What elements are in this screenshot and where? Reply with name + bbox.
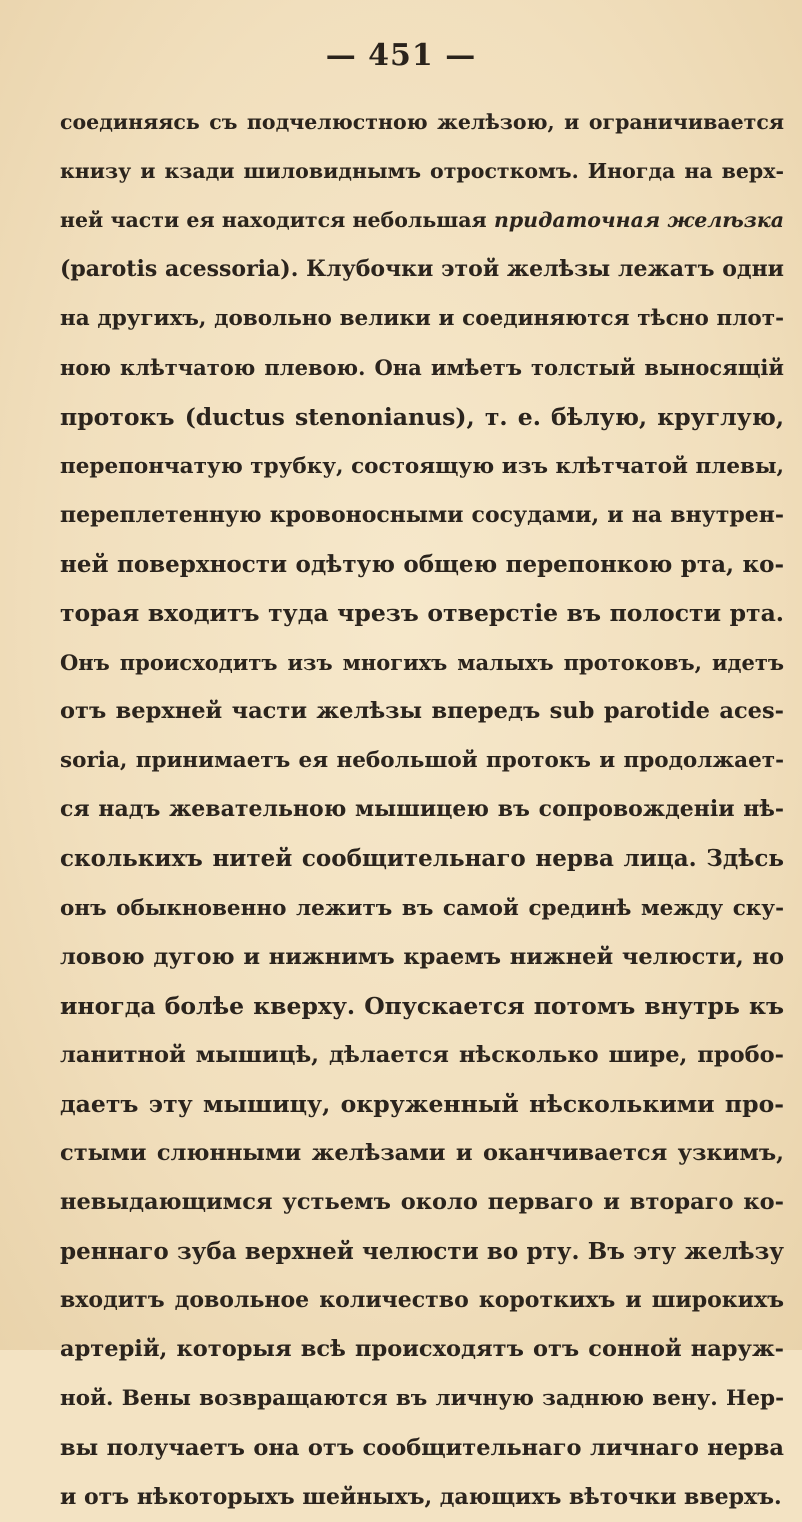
text-line: реннаго зуба верхней челюсти во рту. Въ эту желѣзу: [60, 1238, 784, 1266]
text-line-with-italic: [60, 196, 784, 245]
text-line: ловою дугою и нижнимъ краемъ нижней челюсти, но: [60, 943, 784, 970]
text-line: даетъ эту мышицу, окруженный нѣсколькими про-: [60, 1089, 784, 1118]
text-line: торая входитъ туда чрезъ отверстіе въ полости рта.: [60, 598, 784, 627]
text-line-start: ней части ея находится небольшая: [60, 208, 494, 233]
text-line: (parotis acessoria). Клубочки этой желѣзы лежатъ одни: [60, 256, 784, 283]
text-line: невыдающимся устьемъ около перваго и втораго ко-: [60, 1189, 784, 1216]
text-line: на другихъ, довольно велики и соединяются тѣсно плот-: [60, 306, 784, 332]
text-line: онъ обыкновенно лежитъ въ самой срединѣ между ску-: [60, 895, 784, 921]
text-line: ной. Вены возвращаются въ личную заднюю вену. Нер-: [60, 1386, 784, 1412]
text-line: ною клѣтчатою плевою. Она имѣетъ толстый выносящій: [60, 355, 784, 381]
text-line: переплетенную кровоносными сосудами, и на внутрен-: [60, 501, 784, 528]
text-line: протокъ (ductus stenonianus), т. е. бѣлую, круглую,: [60, 402, 784, 431]
text-line: soria, принимаетъ ея небольшой протокъ и продолжает-: [60, 748, 784, 774]
text-line: ся надъ жевательною мышицею въ сопровожденіи нѣ-: [60, 796, 784, 823]
text-line: иногда болѣе кверху. Опускается потомъ внутрь къ: [60, 991, 784, 1020]
page-number: — 451 —: [325, 38, 477, 73]
text-line: ней поверхности одѣтую общею перепонкою рта, ко-: [60, 550, 784, 578]
text-line: перепончатую трубку, состоящую изъ клѣтчатой плевы,: [60, 453, 784, 479]
text-line: Онъ происходитъ изъ многихъ малыхъ протоковъ, идетъ: [60, 650, 784, 676]
text-line: книзу и кзади шиловиднымъ отросткомъ. Иногда на верх-: [60, 159, 784, 184]
text-line: соединяясь съ подчелюстною желѣзою, и ограничивается: [60, 110, 784, 134]
text-line: сколькихъ нитей сообщительнаго нерва лица. Здѣсь: [60, 845, 784, 873]
italic-term: придаточная желѣзка: [493, 208, 784, 233]
text-line: ланитной мышицѣ, дѣлается нѣсколько шире, пробо-: [60, 1041, 784, 1068]
text-line: входитъ довольное количество короткихъ и широкихъ: [60, 1287, 784, 1314]
body-text: [60, 98, 784, 1522]
text-line: отъ верхней части желѣзы впередъ sub parotide aces-: [60, 698, 784, 725]
text-line: и отъ нѣкоторыхъ шейныхъ, дающихъ вѣточки вверхъ.: [60, 1483, 782, 1510]
text-line: стыми слюнными желѣзами и оканчивается узкимъ,: [60, 1139, 784, 1166]
text-line: вы получаетъ она отъ сообщительнаго личнаго нерва: [60, 1434, 784, 1461]
text-line: артерій, которыя всѣ происходятъ отъ сонной наруж-: [60, 1336, 784, 1363]
